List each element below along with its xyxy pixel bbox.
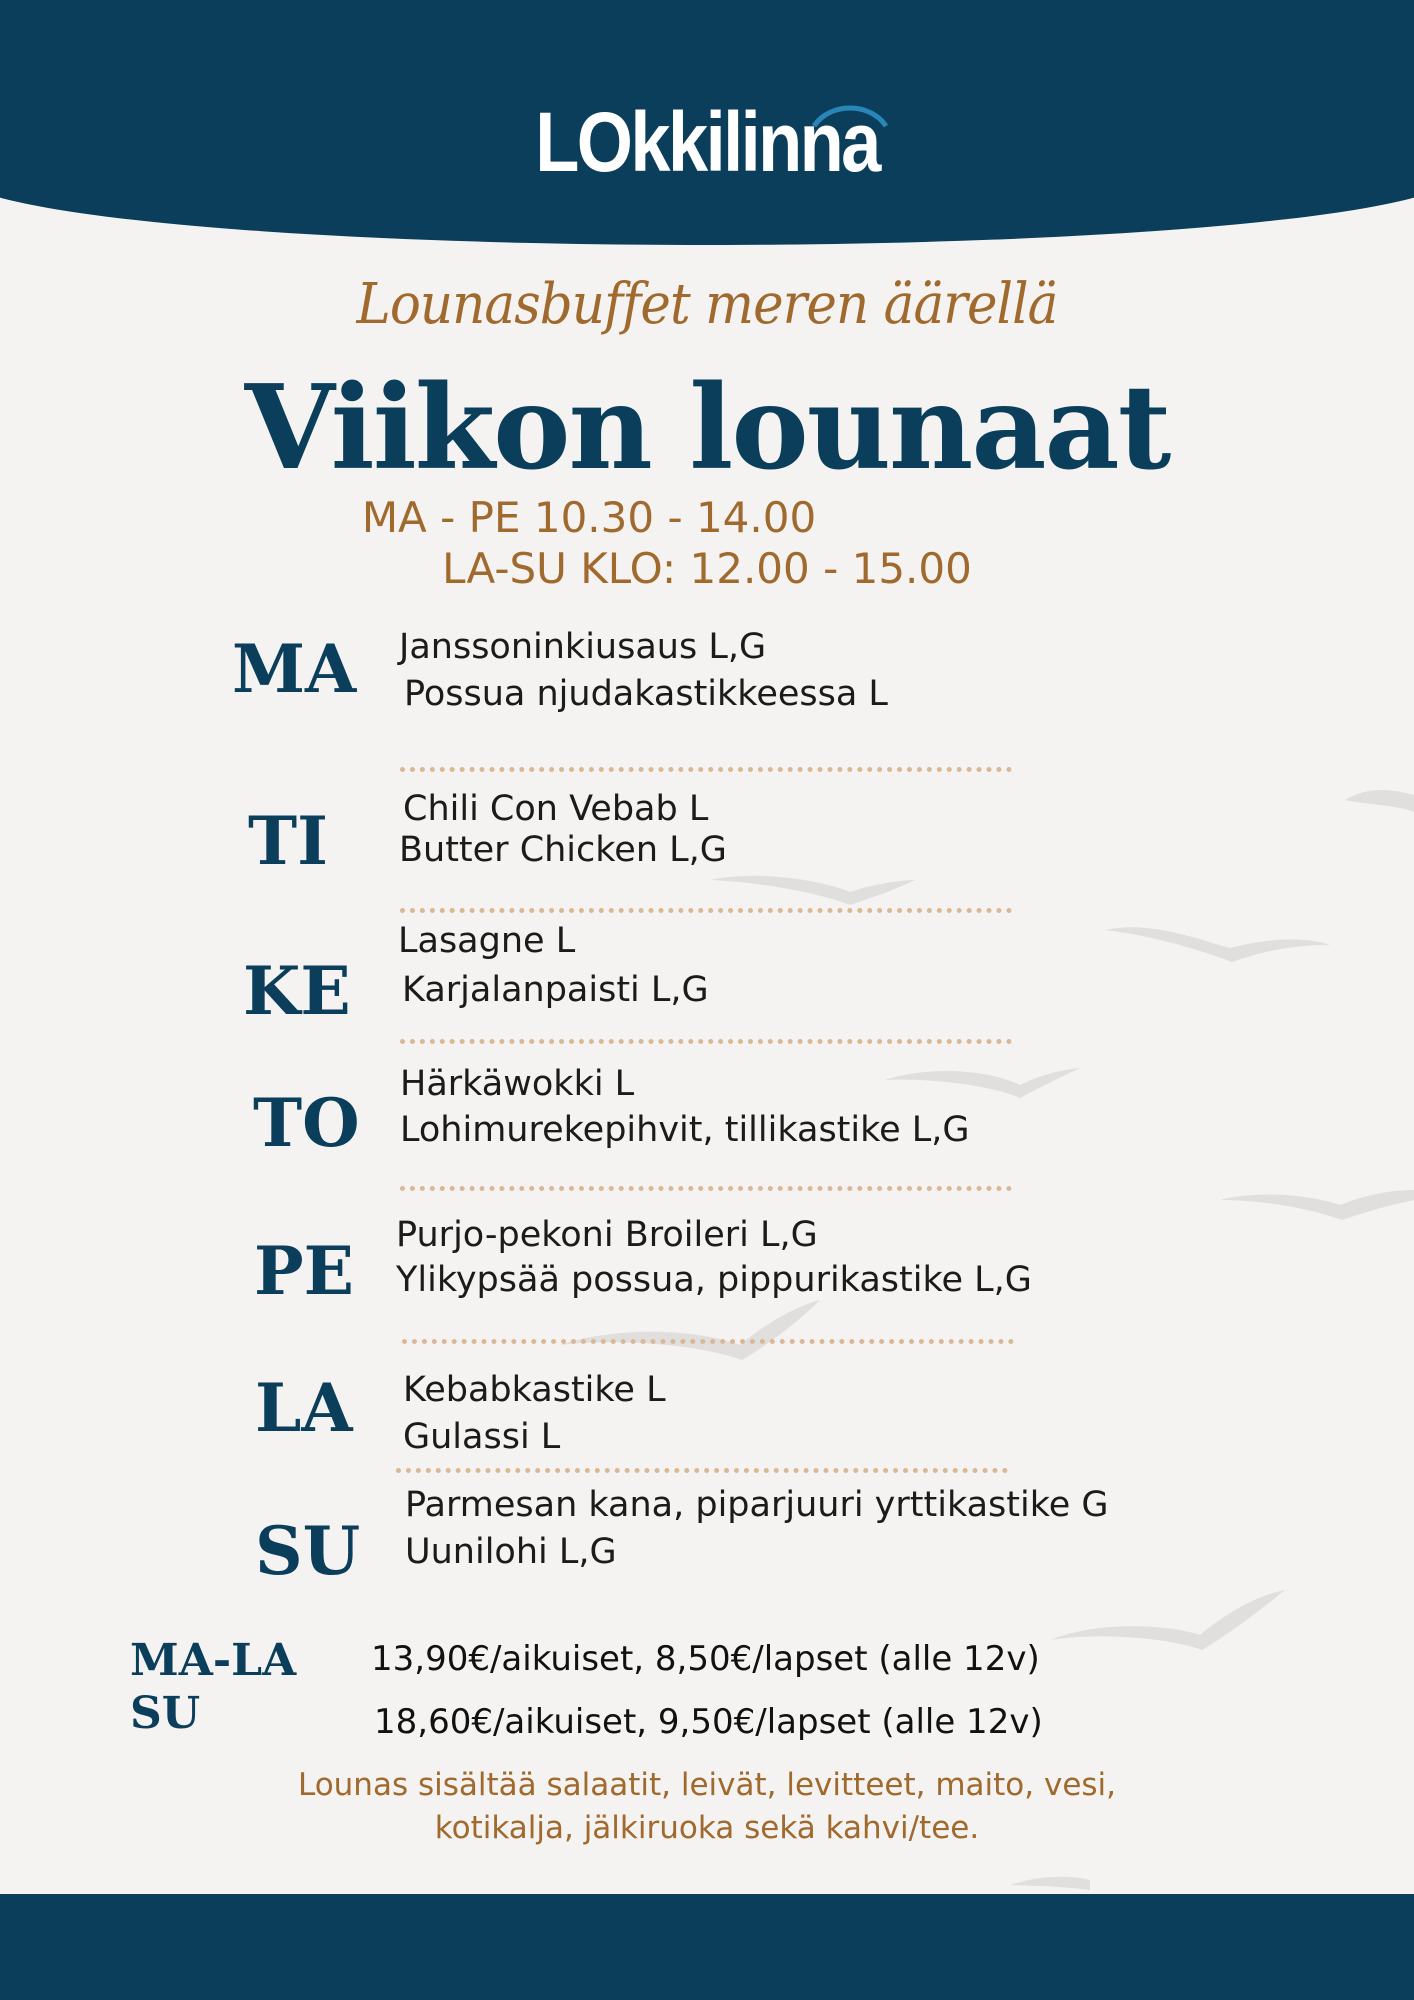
dish-ke-1: Lasagne L [398, 921, 576, 961]
dish-to-1: Härkäwokki L [400, 1064, 635, 1104]
seagull-icon [885, 1068, 1080, 1098]
dish-la-1: Kebabkastike L [403, 1370, 666, 1410]
seagull-icon [1220, 1190, 1414, 1220]
price-weekday: 13,90€/aikuiset, 8,50€/lapset (alle 12v) [371, 1639, 1040, 1679]
dish-ma-2: Possua njudakastikkeessa L [404, 674, 888, 714]
dish-su-2: Uunilohi L,G [405, 1532, 617, 1572]
dish-to-2: Lohimurekepihvit, tillikastike L,G [400, 1110, 970, 1150]
dish-ma-1: Janssoninkiusaus L,G [399, 627, 767, 667]
separator [402, 1339, 1014, 1344]
logo-arch-icon [810, 98, 890, 128]
separator [396, 1468, 1008, 1473]
included-note-line-2: kotikalja, jälkiruoka sekä kahvi/tee. [434, 1810, 980, 1846]
dish-pe-1: Purjo-pekoni Broileri L,G [396, 1215, 818, 1255]
day-label-su: SU [255, 1512, 361, 1590]
seagull-icon [710, 876, 915, 905]
dish-ti-2: Butter Chicken L,G [399, 830, 727, 870]
seagull-icon [1010, 1877, 1090, 1890]
day-label-pe: PE [254, 1232, 354, 1310]
price-label-sunday: SU [130, 1688, 201, 1739]
day-label-la: LA [255, 1369, 353, 1447]
seagull-icon [1105, 927, 1330, 962]
dish-ti-1: Chili Con Vebab L [403, 789, 709, 829]
seagull-icon [1050, 1590, 1285, 1650]
separator [400, 1039, 1012, 1044]
separator [400, 908, 1012, 913]
page-title: Viikon lounaat [244, 360, 1170, 496]
seagull-icon [1345, 790, 1414, 812]
price-label-weekday: MA-LA [130, 1635, 297, 1686]
dish-la-2: Gulassi L [403, 1417, 561, 1457]
seagull-icon [560, 1300, 820, 1360]
price-sunday: 18,60€/aikuiset, 9,50€/lapset (alle 12v) [374, 1702, 1043, 1742]
included-note-line-1: Lounas sisältää salaatit, leivät, levitteet, maito, vesi, [297, 1767, 1117, 1803]
tagline: Lounasbuffet meren äärellä [356, 272, 1058, 337]
weekday-hours: MA - PE 10.30 - 14.00 [361, 493, 817, 542]
day-label-ma: MA [232, 630, 357, 708]
weekend-hours: LA-SU KLO: 12.00 - 15.00 [442, 544, 972, 593]
dish-su-1: Parmesan kana, piparjuuri yrttikastike G [405, 1485, 1109, 1525]
dish-pe-2: Ylikypsää possua, pippurikastike L,G [396, 1260, 1032, 1300]
brand-logo: LOkkilinna [535, 95, 879, 189]
separator [400, 1186, 1012, 1191]
day-label-ke: KE [243, 952, 351, 1030]
day-label-to: TO [253, 1084, 360, 1162]
day-label-ti: TI [248, 802, 328, 880]
separator [400, 767, 1012, 772]
dish-ke-2: Karjalanpaisti L,G [402, 970, 709, 1010]
footer-band [0, 1894, 1414, 2000]
